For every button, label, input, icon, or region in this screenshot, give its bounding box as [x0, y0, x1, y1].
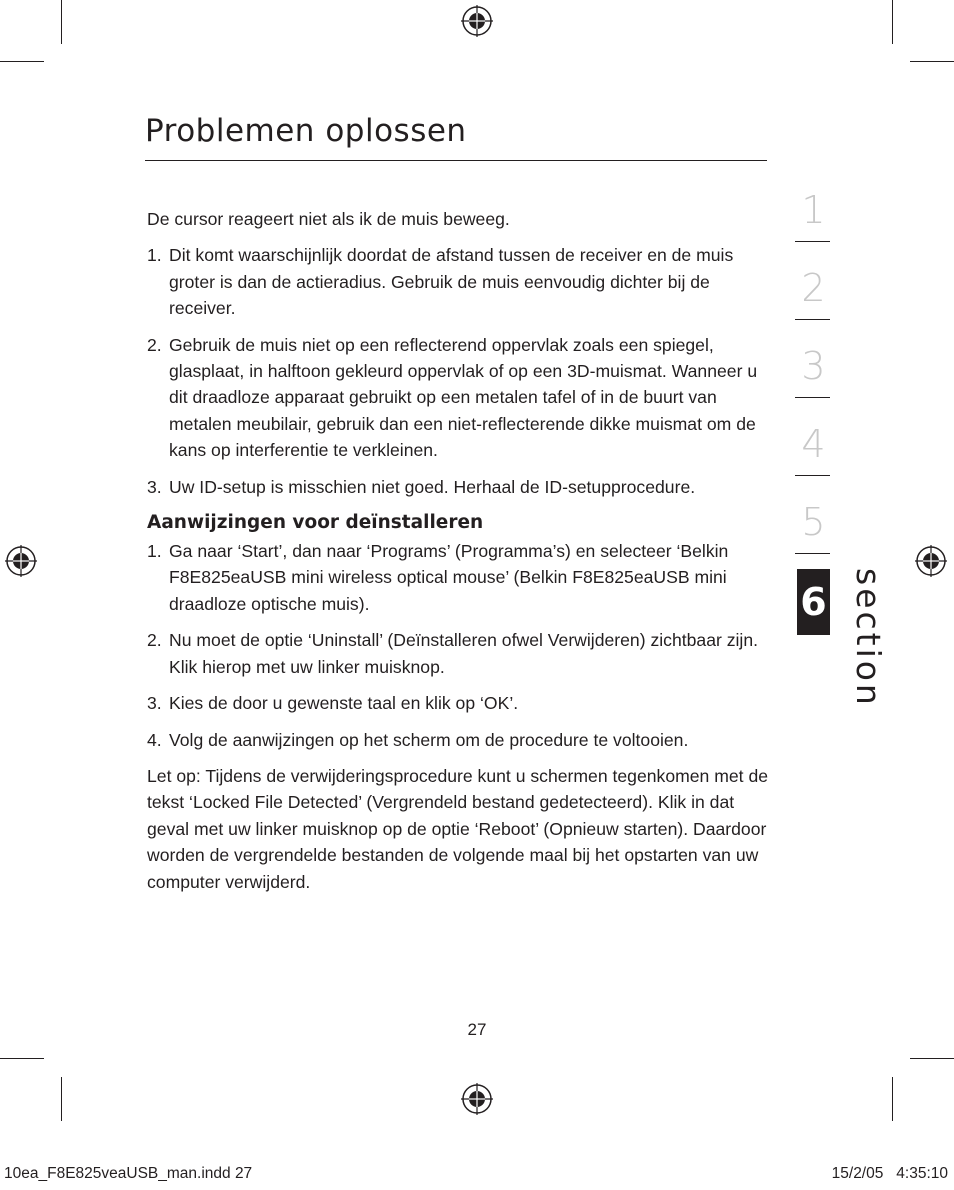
tab-divider: [795, 241, 830, 242]
page-number: 27: [467, 1020, 487, 1039]
list-number: 3.: [147, 476, 162, 497]
registration-mark-icon: [460, 1082, 494, 1116]
list-item: [147, 727, 772, 753]
tab-divider: [795, 319, 830, 320]
list-text: Ga naar ‘Start’, dan naar ‘Programs’ (Programma’s) en selecteer ‘Belkin F8E825eaUSB mini wireless optical mouse’ (Belkin F8E825eaUSB mini draadloze optische muis).: [169, 541, 729, 614]
crop-mark: [910, 1058, 954, 1059]
section-tab-1: 1: [801, 188, 826, 232]
list-text: Volg de aanwijzingen op het scherm om de procedure te voltooien.: [169, 729, 689, 750]
tab-divider: [795, 475, 830, 476]
crop-mark: [910, 61, 954, 62]
list-number: 1.: [147, 245, 162, 266]
note-paragraph: Let op: Tijdens de verwijderingsprocedure kunt u schermen tegenkomen met de tekst ‘Locked File Detected’ (Vergrendeld bestand gedetecteerd). Klik in dat geval met uw linker muisknop op de optie ‘Reboot’ (Opnieuw starten). Daardoor worden de vergrendelde bestanden de volgende maal bij het opstarten van uw computer verwijderd.: [147, 765, 769, 892]
tab-divider: [795, 397, 830, 398]
problem-statement: De cursor reageert niet als ik de muis beweeg.: [147, 209, 510, 229]
registration-mark-icon: [914, 544, 948, 578]
list-number: 2.: [147, 630, 162, 651]
section-tab-4: 4: [801, 422, 826, 466]
list-item: [147, 332, 772, 464]
list-number: 2.: [147, 334, 162, 355]
registration-mark-icon: [460, 4, 494, 38]
list-text: Dit komt waarschijnlijk doordat de afstand tussen de receiver en de muis groter is dan de actieradius. Gebruik de muis eenvoudig dichter bij de receiver.: [169, 245, 734, 319]
crop-mark: [61, 0, 62, 44]
list-number: 3.: [147, 693, 162, 714]
timestamp-slug: 15/2/05 4:35:10: [831, 1165, 948, 1182]
section-tab-3: 3: [801, 344, 826, 388]
tab-divider: [795, 553, 830, 554]
list-number: 4.: [147, 729, 162, 750]
list-item: [147, 242, 772, 321]
file-slug: 10ea_F8E825veaUSB_man.indd 27: [4, 1165, 253, 1182]
crop-mark: [0, 61, 44, 62]
list-item: [147, 538, 772, 617]
main-content: [147, 206, 772, 905]
crop-mark: [0, 1058, 44, 1059]
list-item: [147, 474, 772, 500]
title-rule: [145, 160, 767, 161]
list-text: Uw ID-setup is misschien niet goed. Herhaal de ID-setupprocedure.: [169, 476, 696, 497]
crop-mark: [892, 0, 893, 44]
list-text: Nu moet de optie ‘Uninstall’ (Deïnstalleren ofwel Verwijderen) zichtbaar zijn. Klik hierop met uw linker muisknop.: [169, 630, 759, 677]
crop-mark: [61, 1077, 62, 1121]
crop-mark: [892, 1077, 893, 1121]
list-item: [147, 690, 772, 716]
section-tab-2: 2: [801, 266, 826, 310]
list-text: Gebruik de muis niet op een reflecterend oppervlak zoals een spiegel, glasplaat, in halftoon gekleurd oppervlak of op een 3D-muismat. Wanneer u dit draadloze apparaat gebruikt op een metalen tafel of in de buurt van metalen meubilair, gebruik dan een niet-reflecterende dikke muismat om de kans op interferentie te verkleinen.: [169, 334, 758, 461]
list-item: [147, 627, 772, 680]
section-subheading: Aanwijzingen voor deïnstalleren: [147, 512, 484, 534]
section-label: section: [849, 568, 888, 708]
section-tab-6-active: 6: [797, 569, 830, 635]
list-number: 1.: [147, 541, 162, 562]
section-tab-5: 5: [801, 500, 826, 544]
registration-mark-icon: [4, 544, 38, 578]
list-text: Kies de door u gewenste taal en klik op ‘OK’.: [169, 693, 519, 714]
page-title: Problemen oplossen: [145, 113, 467, 149]
